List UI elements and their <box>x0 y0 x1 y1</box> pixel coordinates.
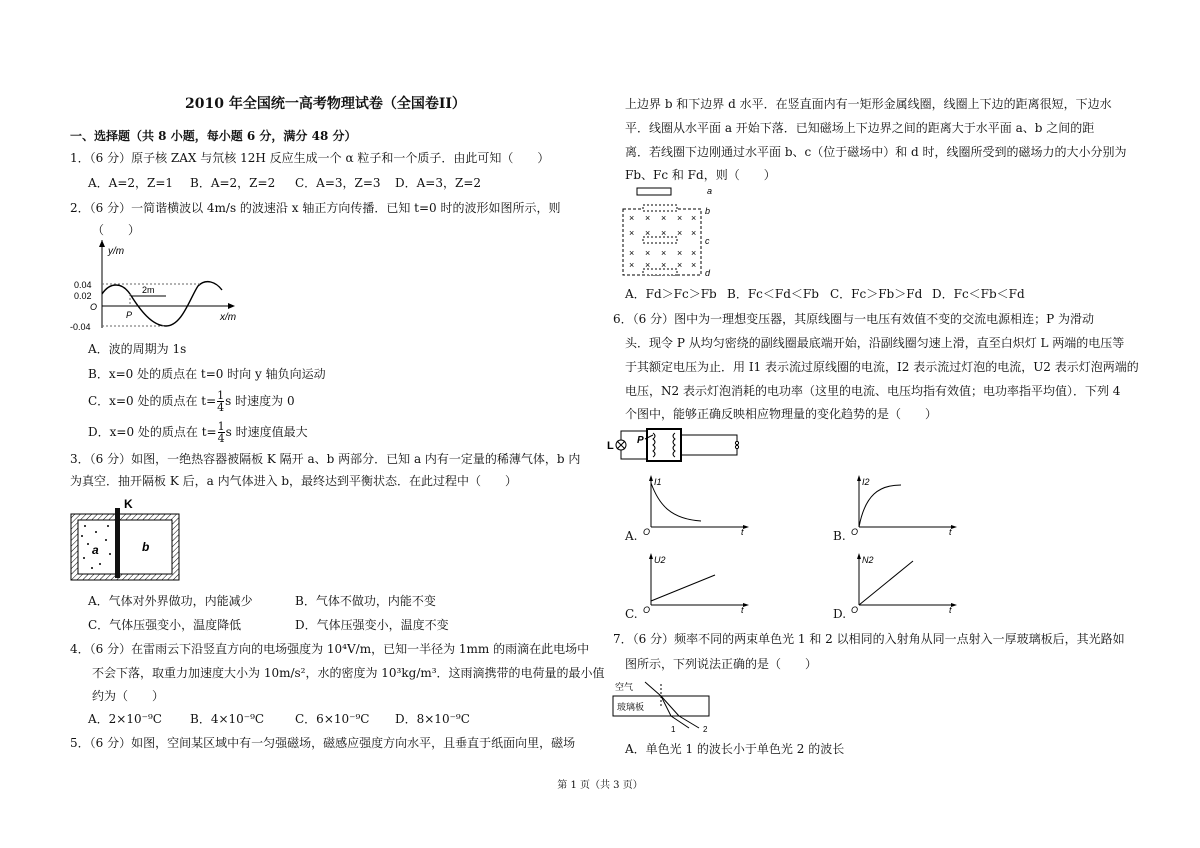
fraction <box>218 421 225 444</box>
exit-ray <box>679 716 699 728</box>
svg-text:×: × <box>645 248 651 258</box>
svg-text:×: × <box>645 228 651 238</box>
q6-graph-a <box>641 475 751 535</box>
svg-text:×: × <box>677 248 683 258</box>
label-a: a <box>707 186 713 196</box>
x-axis-label: t <box>949 605 952 613</box>
svg-text:×: × <box>661 248 667 258</box>
q6-stem-line5: 个图中，能够正确反映相应物理量的变化趋势的是（ ） <box>625 407 938 421</box>
svg-text:×: × <box>691 213 697 223</box>
svg-text:×: × <box>645 213 651 223</box>
q4-stem-line1: 4．（6 分）在雷雨云下沿竖直方向的电场强度为 10⁴V/m，已知一半径为 1mm 的雨滴在此电场中 <box>70 642 590 656</box>
fraction <box>217 390 224 413</box>
y-axis-label: I1 <box>654 477 662 487</box>
terminal-icon <box>735 441 738 444</box>
q1-option-d: D．A=3，Z=2 <box>395 176 482 190</box>
q5-option-c: C．Fc＞Fb＞Fd <box>830 287 923 301</box>
y-axis-label: N2 <box>862 555 874 565</box>
fraction-numerator: 1 <box>217 420 225 433</box>
q3-option-d: D．气体压强变小，温度不变 <box>295 618 449 632</box>
q5-option-a: A．Fd＞Fc＞Fb <box>625 287 717 301</box>
svg-text:×: × <box>629 260 635 270</box>
option-text: s 时速度为 0 <box>225 394 295 408</box>
q3-option-c: C．气体压强变小，温度降低 <box>88 618 242 632</box>
svg-text:×: × <box>661 260 667 270</box>
svg-text:×: × <box>691 260 697 270</box>
q3-option-a: A．气体对外界做功，内能减少 <box>88 594 253 608</box>
q7-stem-line2: 图所示，下列说法正确的是（ ） <box>625 657 818 671</box>
q4-option-b: B．4×10⁻⁹C <box>190 712 265 726</box>
origin-label: O <box>643 527 651 535</box>
q5-stem-line1: 5．（6 分）如图，空间某区域中有一匀强磁场，磁感应强度方向水平，且垂直于纸面向里，磁场 <box>70 736 576 750</box>
x-axis-label: t <box>949 527 952 535</box>
partition-k <box>115 508 120 578</box>
tick-label: -0.04 <box>70 322 91 332</box>
section-heading: 一、选择题（共 8 小题，每小题 6 分，满分 48 分） <box>70 129 357 143</box>
x-axis-label: t <box>741 605 744 613</box>
coil-top <box>637 188 671 195</box>
svg-text:×: × <box>677 213 683 223</box>
q1-stem: 1．（6 分）原子核 ZAX 与氘核 12H 反应生成一个 α 粒子和一个质子．由此可知（ ） <box>70 151 550 165</box>
slider-label: P <box>637 435 644 446</box>
q6-graph-c-label: C. <box>625 607 638 621</box>
q2-stem-line1: 2．（6 分）一简谐横波以 4m/s 的波速沿 x 轴正方向传播．已知 t=0 时的波形如图所示，则 <box>70 201 561 215</box>
label-b: b <box>142 540 150 554</box>
q4-option-d: D．8×10⁻⁹C <box>395 712 470 726</box>
q2-wave-graph <box>70 238 250 334</box>
point-label: P <box>126 310 133 320</box>
q1-option-a: A．A=2，Z=1 <box>88 176 174 190</box>
q4-stem-line3: 约为（ ） <box>92 689 165 703</box>
svg-text:×: × <box>661 213 667 223</box>
svg-text:×: × <box>677 260 683 270</box>
q6-graph-c <box>641 553 751 613</box>
q5-stem-line2: 上边界 b 和下边界 d 水平．在竖直面内有一矩形金属线圈，线圈上下边的距离很短，下边水 <box>625 97 1112 111</box>
svg-text:×: × <box>629 248 635 258</box>
ray2-label: 2 <box>703 725 708 734</box>
q6-stem-line4: 电压，N2 表示灯泡消耗的电功率（这里的电流、电压均指有效值；电功率指平均值）．下列 4 <box>625 384 1121 398</box>
svg-text:×: × <box>645 260 651 270</box>
q4-option-c: C．6×10⁻⁹C <box>295 712 370 726</box>
q6-graph-d <box>849 553 959 613</box>
origin-label: O <box>851 527 859 535</box>
q6-graph-d-label: D. <box>833 607 847 621</box>
fraction-denominator: 4 <box>217 432 225 445</box>
tick-label: 0.02 <box>74 291 92 301</box>
page-footer: 第 1 页（共 3 页） <box>557 780 643 791</box>
q7-stem-line1: 7．（6 分）频率不同的两束单色光 1 和 2 以相同的入射角从同一点射入一厚玻璃板后，其光路如 <box>613 632 1125 646</box>
exam-title: 2010 年全国统一高考物理试卷（全国卷II） <box>185 96 466 112</box>
coil-position <box>643 205 677 211</box>
q1-option-b: B．A=2，Z=2 <box>190 176 276 190</box>
q1-option-c: C．A=3，Z=3 <box>295 176 381 190</box>
rising-curve <box>859 485 901 527</box>
incident-ray <box>645 682 661 696</box>
svg-text:×: × <box>661 228 667 238</box>
q5-magnetic-field-figure <box>613 184 713 278</box>
fraction-numerator: 1 <box>217 389 225 402</box>
q6-stem-line3: 于其额定电压为止．用 I1 表示流过原线圈的电流，I2 表示流过灯泡的电流，U2 表示灯泡两端的 <box>625 360 1139 374</box>
svg-text:×: × <box>691 228 697 238</box>
q2-stem-line2: （ ） <box>92 223 141 237</box>
svg-text:×: × <box>629 213 635 223</box>
x-axis-label: x/m <box>220 312 237 323</box>
origin-label: O <box>851 605 859 613</box>
q2-option-b: B．x=0 处的质点在 t=0 时向 y 轴负向运动 <box>88 367 326 381</box>
span-label: 2m <box>142 285 155 295</box>
q7-refraction-figure <box>609 678 719 736</box>
svg-text:×: × <box>629 228 635 238</box>
q3-container-figure <box>70 496 190 584</box>
q5-option-b: B．Fc＜Fd＜Fb <box>727 287 819 301</box>
option-text: s 时速度值最大 <box>225 425 308 439</box>
q3-stem-line1: 3．（6 分）如图，一绝热容器被隔板 K 隔开 a、b 两部分．已知 a 内有一定量的稀薄气体，b 内 <box>70 452 581 466</box>
q7-option-a: A．单色光 1 的波长小于单色光 2 的波长 <box>625 742 845 756</box>
q6-stem-line2: 头．现令 P 从均匀密绕的副线圈最底端开始，沿副线圈匀速上滑，直至白炽灯 L 两端的电压等 <box>625 336 1125 350</box>
origin-label: O <box>90 302 98 312</box>
q6-stem-line1: 6．（6 分）图中为一理想变压器，其原线圈与一电压有效值不变的交流电源相连；P 为滑动 <box>613 312 1094 326</box>
primary-wires <box>681 435 737 455</box>
linear-line <box>859 561 913 605</box>
label-d: d <box>705 268 711 278</box>
transformer-core <box>647 429 681 461</box>
label-c: c <box>705 236 710 246</box>
option-text: C．x=0 处的质点在 t= <box>88 394 217 408</box>
fraction-denominator: 4 <box>217 401 225 414</box>
q5-option-d: D．Fc＜Fb＜Fd <box>932 287 1025 301</box>
y-axis-label: y/m <box>108 246 125 257</box>
tick-label: 0.04 <box>74 280 92 290</box>
linear-line <box>651 575 715 601</box>
q3-option-b: B．气体不做功，内能不变 <box>295 594 436 608</box>
q2-option-a: A．波的周期为 1s <box>88 342 187 356</box>
q2-option-d <box>88 421 308 444</box>
label-b: b <box>705 206 711 216</box>
q4-stem-line2: 不会下落，取重力加速度大小为 10m/s²，水的密度为 10³kg/m³．这雨滴携带的电荷量的最小值 <box>92 666 605 680</box>
decay-curve <box>651 483 701 521</box>
option-text: D．x=0 处的质点在 t= <box>88 425 217 439</box>
q5-stem-line5: Fb、Fc 和 Fd，则（ ） <box>625 168 776 182</box>
label-a: a <box>92 543 99 557</box>
q2-option-c <box>88 390 295 413</box>
x-axis-label: t <box>741 527 744 535</box>
y-axis-label: I2 <box>862 477 870 487</box>
x-arrow-icon <box>228 303 235 309</box>
wave-curve <box>102 282 222 326</box>
q6-graph-a-label: A. <box>625 529 638 543</box>
q4-option-a: A．2×10⁻⁹C <box>88 712 162 726</box>
terminal-icon <box>735 445 738 448</box>
glass-label: 玻璃板 <box>617 702 645 712</box>
q3-stem-line2: 为真空．抽开隔板 K 后，a 内气体进入 b，最终达到平衡状态．在此过程中（ ） <box>70 474 518 488</box>
primary-coil <box>673 433 675 457</box>
air-label: 空气 <box>615 682 634 692</box>
secondary-coil <box>653 433 655 457</box>
q6-transformer-circuit <box>607 425 742 467</box>
lamp-label: L <box>607 440 614 452</box>
q5-stem-line3: 平．线圈从水平面 a 开始下落．已知磁场上下边界之间的距离大于水平面 a、b 之间的距 <box>625 121 1095 135</box>
y-axis-label: U2 <box>654 555 666 565</box>
svg-text:×: × <box>677 228 683 238</box>
svg-text:×: × <box>691 248 697 258</box>
q6-graph-b-label: B. <box>833 529 846 543</box>
q6-graph-b <box>849 475 959 535</box>
q5-stem-line4: 离．若线圈下边刚通过水平面 b、c（位于磁场中）和 d 时，线圈所受到的磁场力的大小分别为 <box>625 145 1127 159</box>
y-arrow-icon <box>99 240 105 247</box>
label-k: K <box>124 497 133 511</box>
ray1-label: 1 <box>671 725 676 734</box>
origin-label: O <box>643 605 651 613</box>
